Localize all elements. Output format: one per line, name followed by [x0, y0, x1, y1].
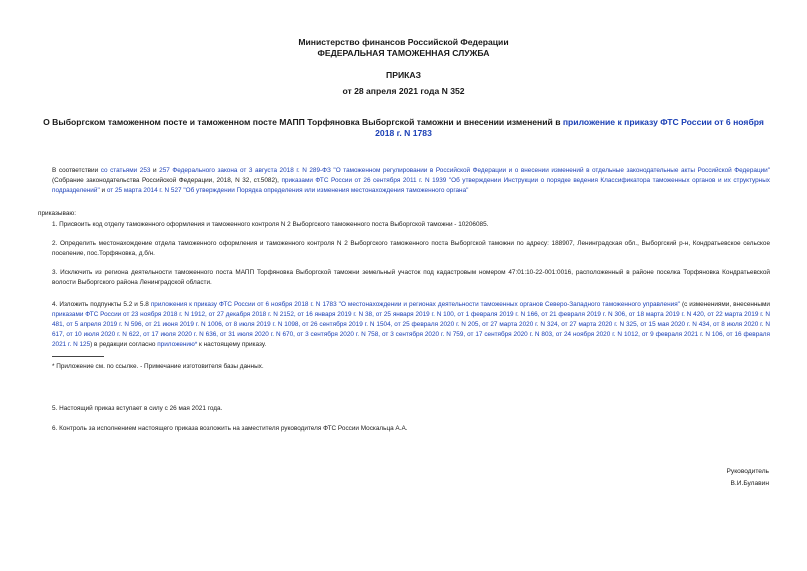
preamble-text-2: и — [150, 167, 160, 174]
item-4-link-3[interactable]: приложению* — [157, 341, 198, 348]
signature-name: В.И.Булавин — [730, 480, 769, 487]
item-6: 6. Контроль за исполнением настоящего приказа возложить на заместителя руководителя ФТС России Москальца А.А. — [52, 425, 408, 432]
footnote: * Приложение см. по ссылке. - Примечание изготовителя базы данных. — [52, 363, 264, 370]
item-4-link-1[interactable]: приложения к приказу ФТС России от 6 ноября 2018 г. N 1783 "О местонахождении и регионах деятельности таможенных органов Северо-Западного таможенного управления" — [150, 301, 680, 308]
preamble-text-4: и — [99, 187, 107, 194]
item-3: 3. Исключить из региона деятельности таможенного поста МАПП Торфяновка Выборгской таможни земельный участок под кадастровым номером 47:01:10-22-001:0016, расположенный в районе поселка Торфяновка Кондратьевской волости Выборгского района Ленинградской области. — [52, 269, 770, 286]
item-1: 1. Присвоить код отделу таможенного оформления и таможенного контроля N 2 Выборгского таможенного поста Выборгской таможни - 10206085. — [52, 221, 489, 228]
preamble-paragraph — [52, 166, 770, 196]
item-4-text-4: к настоящему приказу. — [197, 341, 267, 348]
signature-position: Руководитель — [726, 468, 769, 475]
preamble-link-1[interactable]: со статьями 253 — [100, 167, 151, 174]
preamble-text-1: В соответствии — [52, 167, 101, 174]
item-4-text-1: 4. Изложить подпункты 5.2 и 5.8 — [52, 301, 151, 308]
item-5: 5. Настоящий приказ вступает в силу с 26 мая 2021 года. — [52, 405, 223, 412]
preamble-link-4[interactable]: от 25 марта 2014 г. N 527 "Об утверждении Порядка определения или изменения местонахождения таможенного органа" — [106, 187, 469, 194]
document-title — [38, 117, 769, 139]
ministry-name: Министерство финансов Российской Федерации — [298, 37, 509, 47]
item-2: 2. Определить местонахождение отдела таможенного оформления и таможенного контроля N 2 Выборгского таможенного поста Выборгской таможни по адресу: 188907, Ленинградская обл., Выборгский р-н, Кондратьевское сельское поселение, пос.Торфяновка, д.б/н. — [52, 240, 770, 257]
document-date-number: от 28 апреля 2021 года N 352 — [342, 86, 465, 96]
footnote-divider — [52, 356, 104, 357]
item-4-text-2: (с изменениями, внесенными — [679, 301, 770, 308]
preamble-link-2[interactable]: 257 Федерального закона от 3 августа 2018 г. N 289-ФЗ "О таможенном регулировании в Российской Федерации и о внесении изменений в отдельные законодательные акты Российской Федерации" — [159, 167, 771, 174]
document-type: ПРИКАЗ — [386, 70, 421, 80]
preamble-link-3[interactable]: приказами ФТС России от 26 сентября 2011 г. N 1939 "Об утверждении Инструкции о порядке ведения Классификатора таможенных органов и их структурных подразделений" — [52, 177, 770, 194]
orders-word: приказываю: — [38, 210, 76, 217]
item-4-text-3: ) в редакции согласно — [90, 341, 158, 348]
item-4 — [52, 300, 770, 350]
item-4-link-2[interactable]: приказами ФТС России от 23 ноября 2018 г. N 1912, от 27 декабря 2018 г. N 2152, от 16 января 2019 г. N 38, от 25 января 2019 г. N 100, от 1 февраля 2019 г. N 166, от 21 февраля 2019 г. N 306, от 18 марта 2019 г. N 420, от 22 марта 2019 г. N 481, от 5 апреля 2019 г. N 596, от 21 июня 2019 г. N 1006, от 8 июля 2019 г. N 1098, от 26 сентября 2019 г. N 1504, от 25 февраля 2020 г. N 205, от 27 марта 2020 г. N 324, от 27 марта 2020 г. N 325, от 15 мая 2020 г. N 434, от 8 июля 2020 г. N 617, от 10 июля 2020 г. N 622, от 17 июля 2020 г. N 636, от 31 июля 2020 г. N 670, от 3 сентября 2020 г. N 758, от 3 сентября 2020 г. N 759, от 17 сентября 2020 г. N 803, от 24 ноября 2020 г. N 1012, от 9 февраля 2021 г. N 106, от 16 февраля 2021 г. N 125 — [52, 311, 770, 348]
service-name: ФЕДЕРАЛЬНАЯ ТАМОЖЕННАЯ СЛУЖБА — [317, 48, 490, 58]
title-text: О Выборгском таможенном посте и таможенном посте МАПП Торфяновка Выборгской таможни и внесении изменений в — [43, 117, 563, 127]
title-link[interactable]: приложение к приказу ФТС России от 6 ноября 2018 г. N 1783 — [375, 117, 764, 138]
preamble-text-3: (Собрание законодательства Российской Федерации, 2018, N 32, ст.5082), — [52, 177, 282, 184]
